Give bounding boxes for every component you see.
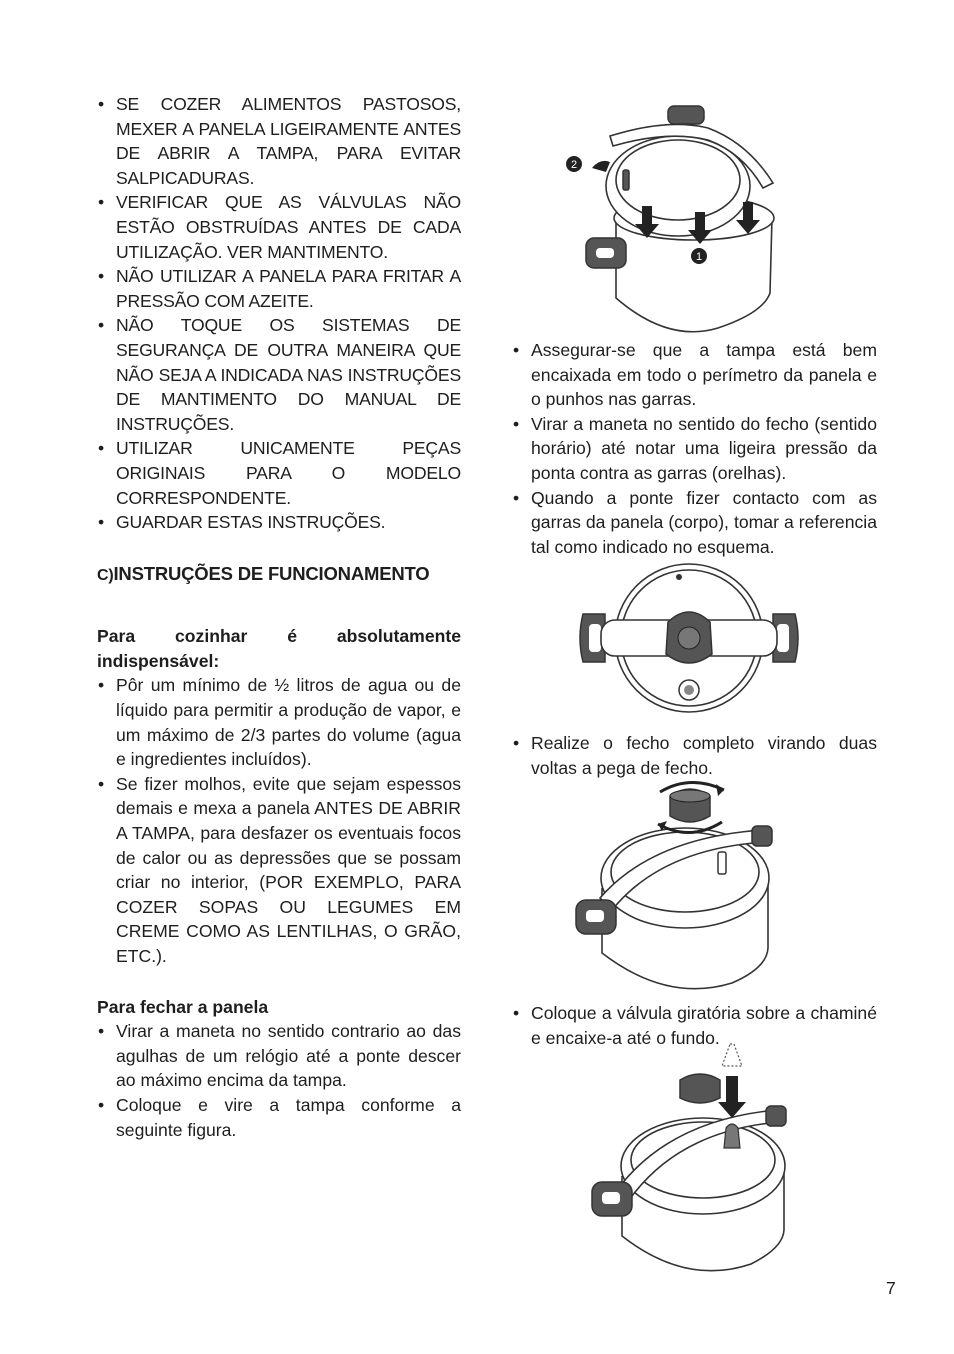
list-item: • Realize o fecho completo virando duas voltas a pega de fecho. [512, 731, 877, 780]
cooking-heading: Para cozinhar é absolutamente indispensável: [97, 626, 461, 671]
rotating-valve-icon [722, 1044, 742, 1066]
section-title-text: INSTRUÇÕES DE FUNCIONAMENTO [113, 562, 430, 584]
closing-heading: Para fechar a panela [97, 996, 269, 1017]
list-item: • NÃO UTILIZAR A PANELA PARA FRITAR A PRESSÃO COM AZEITE. [97, 264, 461, 313]
section-title [97, 562, 461, 589]
lid-check-list [512, 338, 877, 559]
handle-grip [596, 248, 614, 258]
left-column [97, 92, 461, 1142]
list-item: • Coloque e vire a tampa conforme a seguinte figura. [97, 1093, 461, 1142]
list-item: • Virar a maneta no sentido contrario ao das agulhas de um relógio até a ponte descer ao máximo encima da tampa. [97, 1019, 461, 1093]
right-block-1 [512, 338, 877, 559]
full-closing-list [512, 731, 877, 780]
safety-list [97, 92, 461, 535]
valve-placement-figure [586, 1036, 790, 1282]
step-1-label: 1 [695, 251, 703, 263]
list-item: • VERIFICAR QUE AS VÁLVULAS NÃO ESTÃO OBSTRUÍDAS ANTES DE CADA UTILIZAÇÃO. VER MANTIMENTO. [97, 190, 461, 264]
list-item: • Assegurar-se que a tampa está bem encaixada em todo o perímetro da panela e o punhos nas garras. [512, 338, 877, 412]
list-item: • GUARDAR ESTAS INSTRUÇÕES. [97, 510, 461, 535]
closing-list [97, 1019, 461, 1142]
cooking-list [97, 673, 461, 968]
lid-placement-figure [558, 98, 780, 336]
arrow-down-icon [718, 1076, 746, 1118]
page-number: 7 [886, 1278, 896, 1298]
top-view-figure [575, 562, 803, 714]
valve-icon [724, 1124, 740, 1148]
knob-rotation-figure [572, 778, 782, 1000]
list-item: • SE COZER ALIMENTOS PASTOSOS, MEXER A PANELA LIGEIRAMENTE ANTES DE ABRIR A TAMPA, PARA EVITAR SALPICADURAS. [97, 92, 461, 190]
section-prefix: C) [97, 566, 114, 584]
list-item: • Se fizer molhos, evite que sejam espessos demais e mexa a panela ANTES DE ABRIR A TAMPA, para desfazer os eventuais focos de calor ou as depressões que se possam criar no interior, (POR EXEMPLO, PARA COZER SOPAS OU LEGUMES EM CREME COMO AS LENTILHAS, O GRÃO, ETC.). [97, 772, 461, 969]
list-item: • Quando a ponte fizer contacto com as garras da panela (corpo), tomar a referencia tal como indicado no esquema. [512, 486, 877, 560]
list-item: • Coloque a válvula giratória sobre a chaminé e encaixe-a até o fundo. [512, 1001, 877, 1050]
list-item: • Virar a maneta no sentido do fecho (sentido horário) até notar uma ligeira pressão da ponta contra as garras (orelhas). [512, 412, 877, 486]
rotate-arrow-icon [592, 161, 610, 172]
list-item: • NÃO TOQUE OS SISTEMAS DE SEGURANÇA DE OUTRA MANEIRA QUE NÃO SEJA A INDICADA NAS INSTRUÇÕES DE MANTIMENTO DO MANUAL DE INSTRUÇÕES. [97, 313, 461, 436]
list-item: • Pôr um mínimo de ½ litros de agua ou de líquido para permitir a produção de vapor, e um máximo de 2/3 partes do volume (agua e ingredientes incluídos). [97, 673, 461, 771]
step-2-label: 2 [570, 159, 578, 171]
list-item: • UTILIZAR UNICAMENTE PEÇAS ORIGINAIS PARA O MODELO CORRESPONDENTE. [97, 436, 461, 510]
right-block-2 [512, 731, 877, 780]
